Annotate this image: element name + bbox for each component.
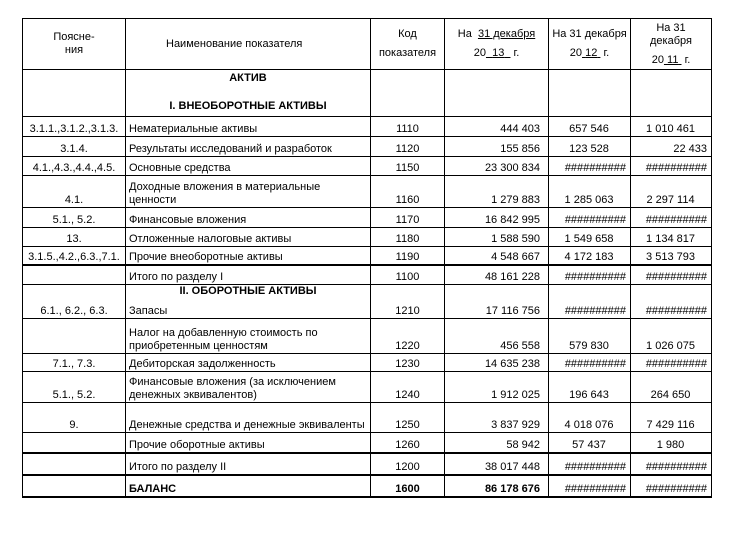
header-2011-line1: На 31 декабря xyxy=(650,21,692,47)
row-value-2012: 1 285 063 xyxy=(549,176,631,208)
row-value-2012: ########## xyxy=(549,157,631,176)
header-notes xyxy=(23,19,126,70)
header-2012-year: 12 xyxy=(585,47,598,59)
row-value-2013: 58 942 xyxy=(445,433,549,453)
total-noncurrent-code: 1100 xyxy=(371,265,445,285)
header-2012-century: 20 xyxy=(569,47,583,59)
header-2013-prefix: На xyxy=(457,28,472,40)
row-value-2013: 3 837 929 xyxy=(445,403,549,433)
header-code xyxy=(371,19,445,70)
section-current-title: II. ОБОРОТНЫЕ АКТИВЫ xyxy=(179,285,317,297)
row-note: 4.1. xyxy=(23,176,126,208)
row-value-2011: 22 433 xyxy=(631,137,712,157)
row-value-2011: 2 297 114 xyxy=(631,176,712,208)
section-active-row xyxy=(23,70,712,117)
balance-row xyxy=(23,475,712,497)
row-name: Результаты исследований и разработок xyxy=(126,137,371,157)
balance-code: 1600 xyxy=(371,475,445,497)
balance-2013: 86 178 676 xyxy=(445,475,549,497)
row-value-2012: 196 643 xyxy=(549,372,631,403)
table-row xyxy=(23,319,712,354)
row-value-2011: ########## xyxy=(631,285,712,319)
row-name: Денежные средства и денежные эквиваленты xyxy=(126,403,371,433)
row-value-2011: 1 010 461 xyxy=(631,117,712,137)
row-value-2011: 1 980 xyxy=(631,433,712,453)
header-2013-suffix: г. xyxy=(513,47,520,59)
header-period-2011 xyxy=(631,19,712,70)
row-name: Основные средства xyxy=(126,157,371,176)
header-2012-line1: На 31 декабря xyxy=(552,28,627,40)
row-value-2012: 4 172 183 xyxy=(549,247,631,265)
row-value-2012: 1 549 658 xyxy=(549,228,631,247)
row-value-2011: ########## xyxy=(631,157,712,176)
row-value-2011: 1 134 817 xyxy=(631,228,712,247)
row-value-2013: 4 548 667 xyxy=(445,247,549,265)
table-row xyxy=(23,354,712,372)
row-value-2013: 456 558 xyxy=(445,319,549,354)
row-value-2012: ########## xyxy=(549,208,631,228)
balance-2012: ########## xyxy=(549,475,631,497)
header-notes-text: Поясне- ния xyxy=(53,31,95,56)
row-note: 13. xyxy=(23,228,126,247)
row-name: Прочие внеоборотные активы xyxy=(126,247,371,265)
row-value-2011: ########## xyxy=(631,354,712,372)
table-row xyxy=(23,228,712,247)
row-value-2013: 14 635 238 xyxy=(445,354,549,372)
total-noncurrent-2011: ########## xyxy=(631,265,712,285)
row-value-2012: 123 528 xyxy=(549,137,631,157)
balance-name: БАЛАНС xyxy=(126,475,371,497)
row-note: 9. xyxy=(23,403,126,433)
row-value-2013: 1 279 883 xyxy=(445,176,549,208)
table-row xyxy=(23,176,712,208)
row-code: 1260 xyxy=(371,433,445,453)
row-name: Дебиторская задолженность xyxy=(126,354,371,372)
row-note: 7.1., 7.3. xyxy=(23,354,126,372)
row-value-2013: 1 912 025 xyxy=(445,372,549,403)
total-noncurrent-2012: ########## xyxy=(549,265,631,285)
table-row xyxy=(23,403,712,433)
row-name: Запасы xyxy=(129,305,168,317)
header-2011-suffix: г. xyxy=(684,53,691,66)
total-current-row xyxy=(23,453,712,475)
header-2013-year: 13 xyxy=(492,47,505,59)
row-note xyxy=(23,319,126,354)
balance-sheet-table xyxy=(22,18,712,498)
row-name: Прочие оборотные активы xyxy=(126,433,371,453)
row-note: 3.1.4. xyxy=(23,137,126,157)
row-name: Финансовые вложения xyxy=(126,208,371,228)
row-code: 1170 xyxy=(371,208,445,228)
row-note: 4.1.,4.3.,4.4.,4.5. xyxy=(23,157,126,176)
row-code: 1250 xyxy=(371,403,445,433)
table-row xyxy=(23,208,712,228)
row-code: 1160 xyxy=(371,176,445,208)
row-value-2013: 23 300 834 xyxy=(445,157,549,176)
table-row xyxy=(23,372,712,403)
row-value-2011: 264 650 xyxy=(631,372,712,403)
row-note: 5.1., 5.2. xyxy=(23,208,126,228)
total-current-name: Итого по разделу II xyxy=(126,453,371,475)
header-2012-suffix: г. xyxy=(603,47,610,59)
total-noncurrent-2013: 48 161 228 xyxy=(445,265,549,285)
row-value-2011: ########## xyxy=(631,208,712,228)
row-value-2012: ########## xyxy=(549,285,631,319)
header-2011-year: 11 xyxy=(667,53,679,66)
header-2011-century: 20 xyxy=(651,53,664,66)
total-noncurrent-row xyxy=(23,265,712,285)
section-current-row xyxy=(23,285,712,319)
total-current-2013: 38 017 448 xyxy=(445,453,549,475)
row-value-2012: 579 830 xyxy=(549,319,631,354)
header-period-2013 xyxy=(445,19,549,70)
section-active-cell xyxy=(126,70,371,117)
row-code: 1120 xyxy=(371,137,445,157)
header-code-line2: показателя xyxy=(378,47,437,59)
row-note xyxy=(23,433,126,453)
row-note: 3.1.1.,3.1.2.,3.1.3. xyxy=(23,117,126,137)
row-value-2013: 155 856 xyxy=(445,137,549,157)
row-value-2012: 657 546 xyxy=(549,117,631,137)
row-value-2012: ########## xyxy=(549,354,631,372)
table-row xyxy=(23,433,712,453)
row-code: 1150 xyxy=(371,157,445,176)
row-code: 1220 xyxy=(371,319,445,354)
row-value-2013: 1 588 590 xyxy=(445,228,549,247)
table-row xyxy=(23,117,712,137)
total-current-code: 1200 xyxy=(371,453,445,475)
header-2013-century: 20 xyxy=(473,47,486,59)
header-row xyxy=(23,19,712,70)
row-value-2013: 16 842 995 xyxy=(445,208,549,228)
row-name: Налог на добавленную стоимость по приобретенным ценностям xyxy=(126,319,371,354)
header-period-2012 xyxy=(549,19,631,70)
header-code-line1: Код xyxy=(398,28,417,40)
row-note: 5.1., 5.2. xyxy=(23,372,126,403)
row-value-2012: 4 018 076 xyxy=(549,403,631,433)
row-code: 1210 xyxy=(371,285,445,319)
total-noncurrent-name: Итого по разделу I xyxy=(126,265,371,285)
row-code: 1240 xyxy=(371,372,445,403)
row-code: 1110 xyxy=(371,117,445,137)
row-name: Нематериальные активы xyxy=(126,117,371,137)
row-value-2011: 1 026 075 xyxy=(631,319,712,354)
row-note: 3.1.5.,4.2.,6.3.,7.1. xyxy=(23,247,126,265)
row-value-2013: 17 116 756 xyxy=(445,285,549,319)
table-row xyxy=(23,157,712,176)
section-active-title: АКТИВ xyxy=(229,72,267,84)
balance-2011: ########## xyxy=(631,475,712,497)
row-note: 6.1., 6.2., 6.3. xyxy=(23,285,126,319)
row-code: 1180 xyxy=(371,228,445,247)
row-name: Отложенные налоговые активы xyxy=(126,228,371,247)
row-value-2012: 57 437 xyxy=(549,433,631,453)
total-current-2012: ########## xyxy=(549,453,631,475)
header-2013-date: 31 декабря xyxy=(477,28,536,40)
row-value-2011: 7 429 116 xyxy=(631,403,712,433)
row-code: 1230 xyxy=(371,354,445,372)
row-value-2011: 3 513 793 xyxy=(631,247,712,265)
table-row xyxy=(23,247,712,265)
row-name: Доходные вложения в материальные ценности xyxy=(126,176,371,208)
header-name: Наименование показателя xyxy=(126,19,371,70)
row-name: Финансовые вложения (за исключением денежных эквивалентов) xyxy=(126,372,371,403)
section-current-cell xyxy=(126,285,371,319)
total-current-2011: ########## xyxy=(631,453,712,475)
row-value-2013: 444 403 xyxy=(445,117,549,137)
table-row xyxy=(23,137,712,157)
section-noncurrent-title: I. ВНЕОБОРОТНЫЕ АКТИВЫ xyxy=(169,100,327,112)
row-code: 1190 xyxy=(371,247,445,265)
